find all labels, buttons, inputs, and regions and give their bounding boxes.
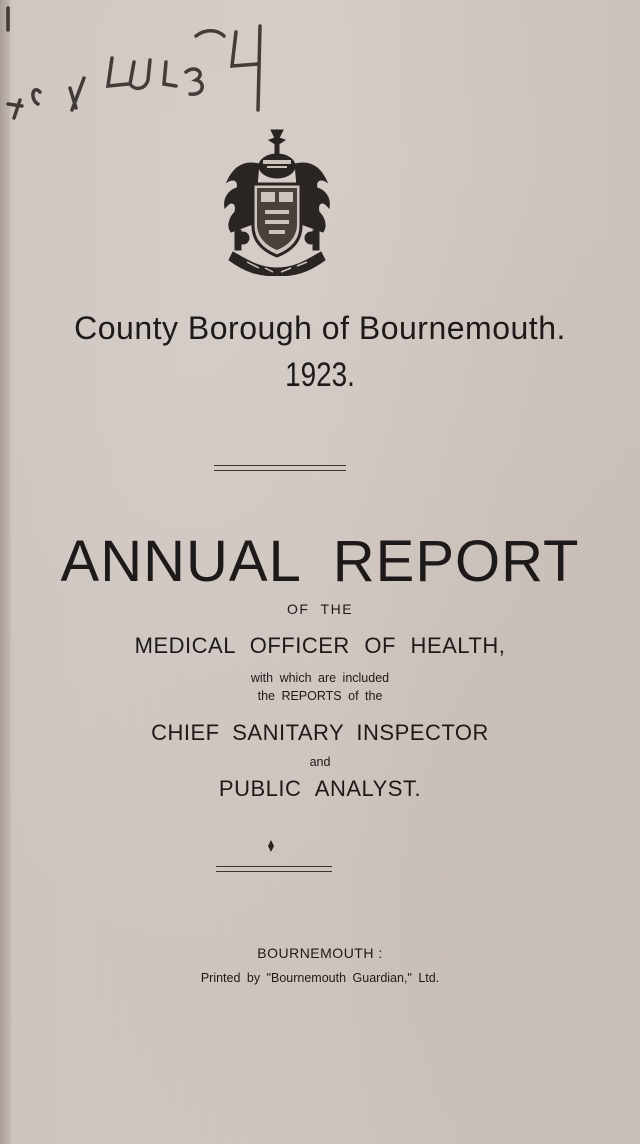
report-title: ANNUAL REPORT (60, 529, 580, 594)
coat-of-arms-crest (213, 126, 341, 276)
imprint-printer: Printed by "Bournemouth Guardian," Ltd. (200, 971, 440, 985)
ink-speck (267, 840, 275, 852)
double-rule-divider-lower (216, 866, 332, 872)
and-line: and (309, 755, 331, 769)
public-analyst-heading: PUBLIC ANALYST. (218, 776, 422, 801)
report-year: 1923. (285, 356, 355, 394)
included-line-2: the REPORTS of the (257, 689, 383, 703)
sanitary-inspector-heading: CHIEF SANITARY INSPECTOR (151, 720, 489, 745)
medical-officer-heading: MEDICAL OFFICER OF HEALTH, (134, 633, 506, 658)
imprint-place: BOURNEMOUTH : (257, 945, 383, 961)
handwritten-mark (0, 0, 300, 130)
included-line-1: with which are included (250, 671, 390, 685)
borough-name: County Borough of Bournemouth. (74, 310, 566, 346)
of-the-line: OF THE (286, 601, 354, 617)
double-rule-divider (214, 465, 346, 471)
